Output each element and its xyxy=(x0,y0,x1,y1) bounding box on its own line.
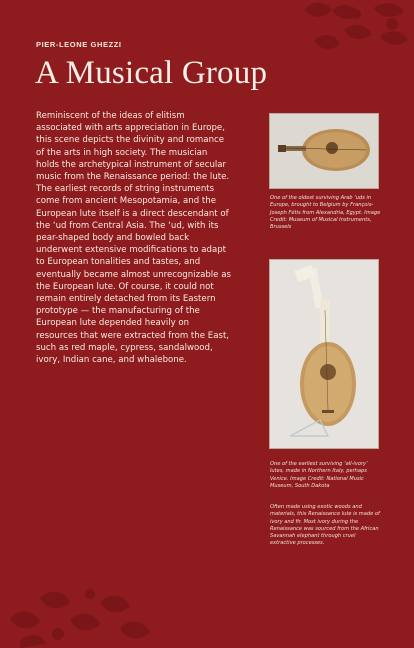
body-paragraph: Reminiscent of the ideas of elitism associated with arts appreciation in Europe, this scene depicts the divinity and romance of the arts in high society. The musician holds the archetypical instrument of secular music from the Renaissance period: the lute. The earliest records of string instruments come from ancient Mesopotamia, and the European lute itself is a direct descendant of the ‘ud from Central Asia. The ‘ud, with its pear-shaped body and bowled back underwent extensive modifications to adapt to European tonalities and tastes, and eventually became almost unrecognizable as the European lute. Of course, it could not remain entirely detached from its Eastern prototype — the manufacturing of the European lute depended heavily on resources that were extracted from the East, such as red maple, cypress, sandalwood, ivory, Indian cane, and whalebone. xyxy=(36,111,231,366)
figure-caption-lute: One of the earliest surviving ‘all-ivory’ lutes, made in Northern Italy, perhaps Venice. Image Credit: National Music Museum, South Dakota xyxy=(270,461,368,489)
floral-motif-top xyxy=(284,0,414,60)
lute-illustration xyxy=(270,260,378,448)
figure-caption-ud: One of the oldest surviving Arab ‘uds in Europe, brought to Belgium by François-Joseph Fétis from Alexandria, Egypt. Image Credit: Museum of Musical Instruments, Brussels xyxy=(270,195,381,231)
ivory-lute-photo xyxy=(269,259,379,449)
floral-motif-bottom xyxy=(0,578,160,648)
author-name: PIER-LEONE GHEZZI xyxy=(36,40,122,49)
ud-illustration xyxy=(270,114,378,188)
page-title: A Musical Group xyxy=(35,55,268,91)
figure-note-lute: Often made using exotic woods and materials, this Renaissance lute is made of ivory and fir. Most ivory during the Renaissance was sourced from the African Savannah elephant through cruel extractive processes. xyxy=(270,504,380,547)
arab-ud-photo xyxy=(269,113,379,189)
